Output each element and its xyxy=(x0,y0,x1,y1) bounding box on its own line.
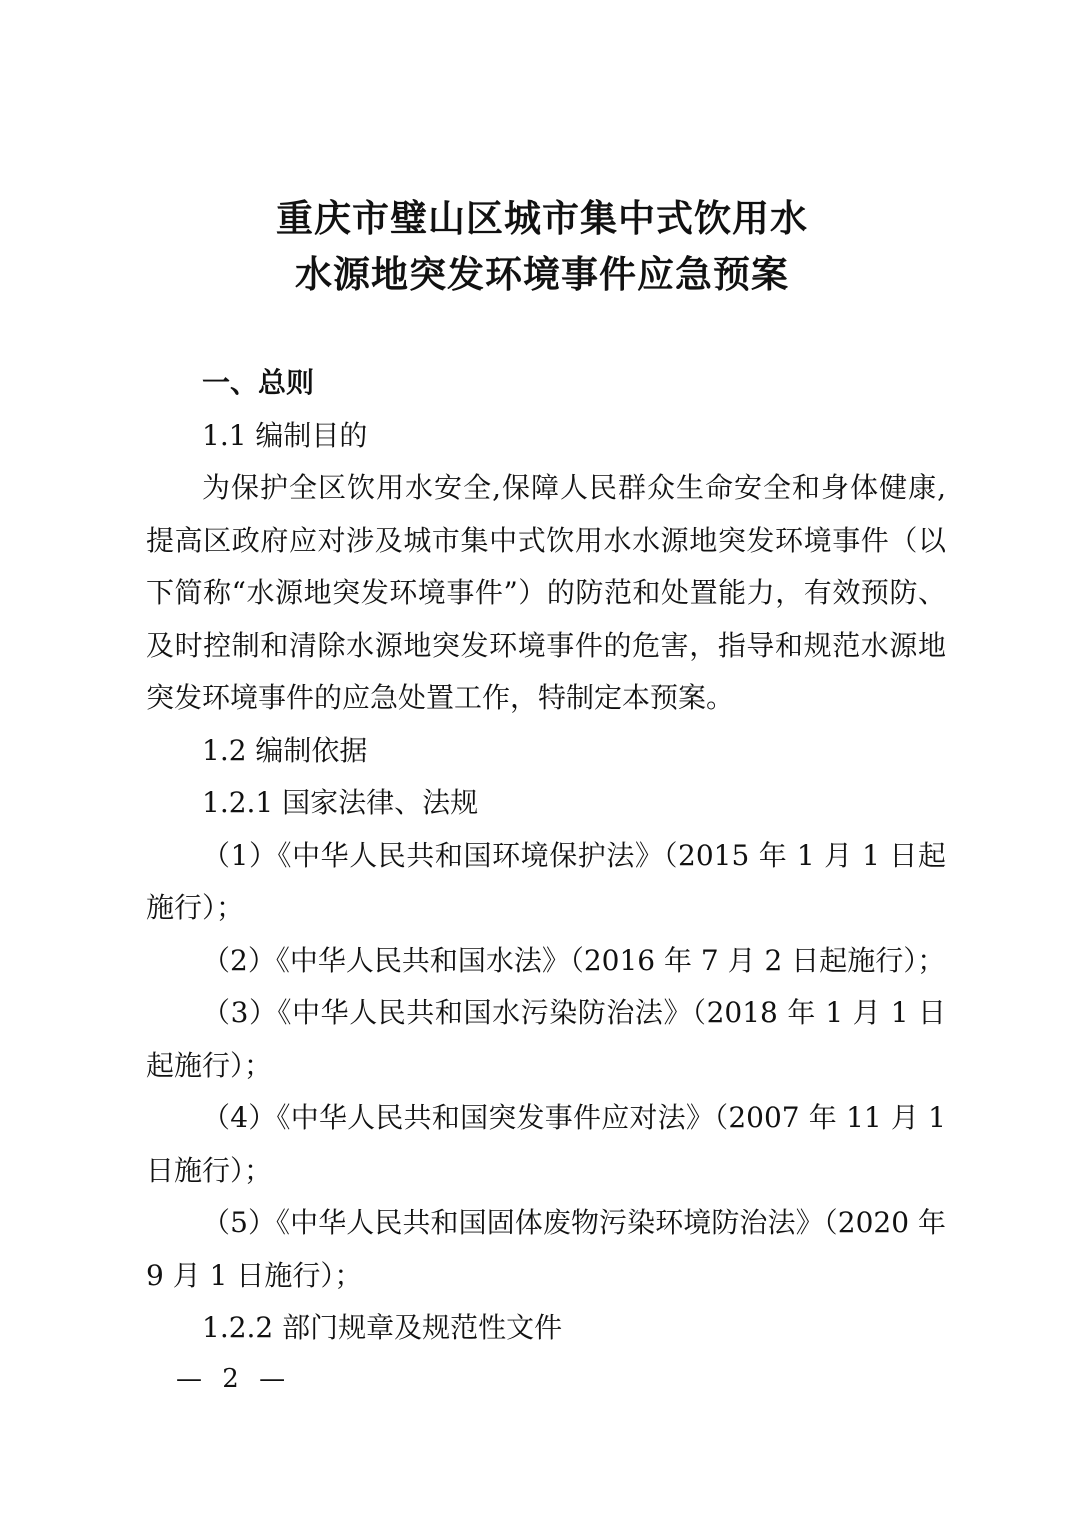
list-item-law-3: （3）《中华人民共和国水污染防治法》（2018 年 1 月 1 日起施行）； xyxy=(146,996,946,1082)
subsection-heading-regulations: 1.2.2 部门规章及规范性文件 xyxy=(202,1311,563,1344)
paragraph-purpose: 为保护全区饮用水安全,保障人民群众生命安全和身体健康,提高区政府应对涉及城市集中式饮用水水源地突发环境事件（以下简称“水源地突发环境事件”）的防范和处置能力，有效预防、及时控制和清除水源地突发环境事件的危害，指导和规范水源地突发环境事件的应急处置工作，特制定本预案。 xyxy=(146,471,946,714)
document-body xyxy=(146,357,946,1355)
subsection-heading-purpose: 1.1 编制目的 xyxy=(202,418,368,452)
document-title-line-2: 水源地突发环境事件应急预案 xyxy=(295,253,789,296)
list-item-law-4: （4）《中华人民共和国突发事件应对法》（2007 年 11 月 1 日施行）； xyxy=(146,1101,946,1187)
document-title-line-1: 重庆市璧山区城市集中式饮用水 xyxy=(276,197,808,240)
list-item-law-2: （2）《中华人民共和国水法》（2016 年 7 月 2 日起施行）； xyxy=(202,943,946,977)
page-number: — 2 — xyxy=(176,1364,292,1394)
subsection-heading-national-laws: 1.2.1 国家法律、法规 xyxy=(202,786,479,819)
list-item-law-5: （5）《中华人民共和国固体废物污染环境防治法》（2020 年 9 月 1 日施行）； xyxy=(146,1206,946,1292)
list-item-law-1: （1）《中华人民共和国环境保护法》（2015 年 1 月 1 日起施行）； xyxy=(146,838,946,924)
section-heading-general: 一、总则 xyxy=(202,366,315,399)
subsection-heading-basis: 1.2 编制依据 xyxy=(202,733,368,767)
